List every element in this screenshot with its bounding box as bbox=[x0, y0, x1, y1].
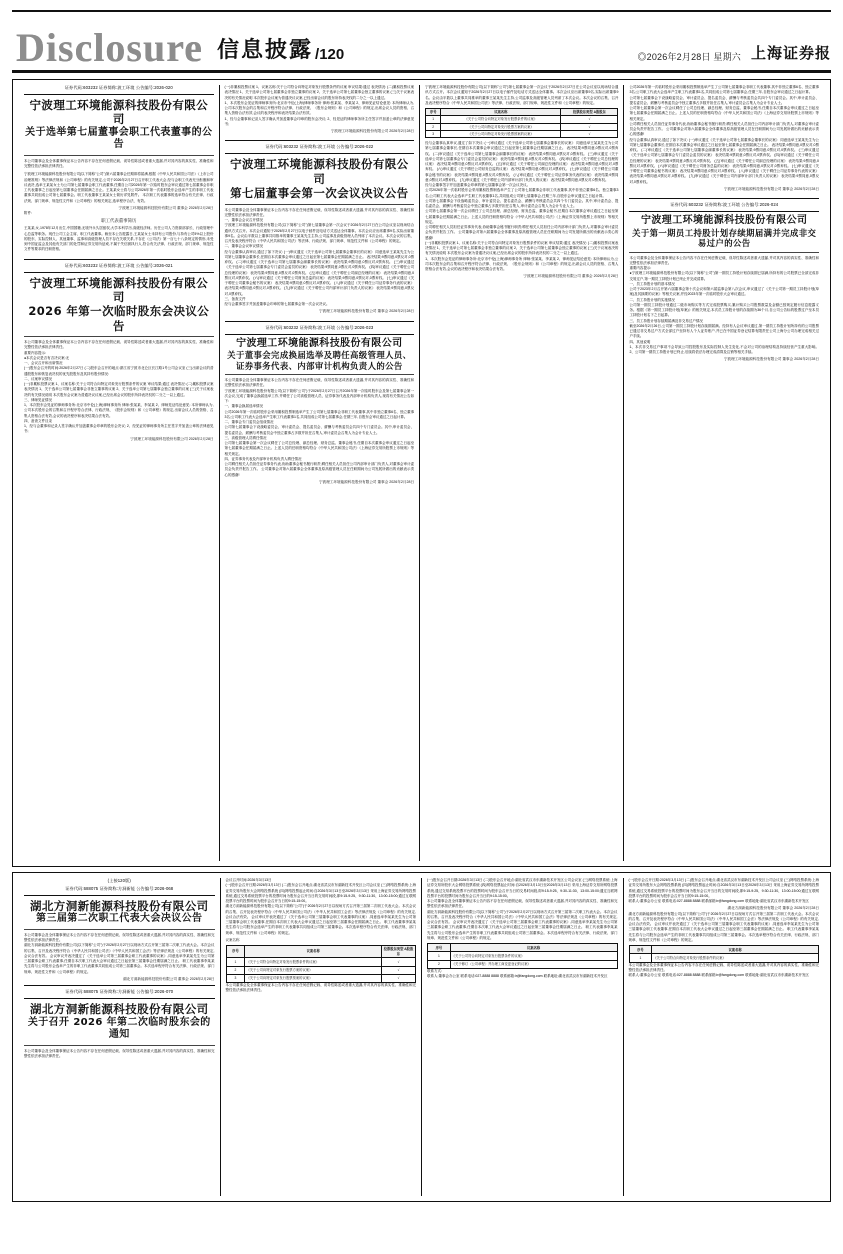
table-row bbox=[428, 952, 618, 960]
table-cell: √ bbox=[561, 130, 618, 137]
article-b4-signature: 湖北方洞新能源科技股份有限公司 董事会 2026年2月28日 bbox=[727, 906, 819, 911]
table-cell: 《关于公司符合向特定对象发行股票条件的议案》 bbox=[441, 116, 561, 123]
article-a4-s2-head: 二、董事会专门委员会组成情况 bbox=[224, 420, 274, 425]
table-header-cell: 序号 bbox=[428, 944, 451, 952]
article-a4-cont-s4: 公司聘任相关人员担任证券事务代表,协助董事会秘书履行职责;聘任相关人员担任公司内部审计部门负责人,对董事会审计委员会负责并报告工作。 公司董事会对第六届董事会全体董事及原高级管理人员在任职期间为公司发展所做出的贡献表示衷心的感谢! bbox=[425, 225, 619, 240]
article-a4-subtitle: 关于董事会完成换届选举及聘任高级管理人员、证券事务代表、内部审计机构负责人的公告 bbox=[227, 350, 412, 371]
masthead-page-number: /120 bbox=[315, 46, 345, 63]
article-a2-important: ●本次会议是否有否决议案:无 bbox=[24, 355, 70, 360]
article-a5-title: 宁波理工环境能源科技股份有限公司 bbox=[641, 215, 808, 227]
upper-article-board bbox=[12, 79, 831, 867]
article-a3-title: 宁波理工环境能源科技股份有限公司 bbox=[230, 157, 409, 186]
article-a3-cont-note: 宁波理工环境能源科技股份有限公司(以下简称"公司")第七届董事会第一次会议于2026年2月27日在公司会议室以现场结合通讯方式召开。本次会议通知于2026年2月27日以电子邮件及电话方式送达全体董事。本次会议应出席董事9名,实际出席董事9名。会议由半数以上董事共同推举的董事王某某先生主持,公司监事及高级管理人员列席了本次会议。本次会议的召集、召开及表决程序符合《中华人民共和国公司法》等法律、行政法规、部门规章、规范性文件和《公司章程》的规定。 bbox=[425, 85, 619, 105]
article-a3-cont-s2: 经与会董事认真审议,通过了如下决议: (一)审议通过《关于选举公司第七届董事会董事长的议案》 同意选举王某某先生为公司第七届董事会董事长,任期自本次董事会审议通过之日起至第七届董事会任期届满之日止。 表决结果:9票同意,0票反对,0票弃权。 (二)审议通过《关于选举公司第七届董事会副董事长的议案》 表决结果:9票同意,0票反对,0票弃权。 (三)审议通过《关于选举公司第七届董事会专门委员会委员的议案》 表决结果:9票同意,0票反对,0票弃权。 (四)审议通过《关于聘任公司总经理的议案》 表决结果:9票同意,0票反对,0票弃权。 (五)审议通过《关于聘任公司副总经理的议案》 表决结果:9票同意,0票反对,0票弃权。 (六)审议通过《关于聘任公司财务总监的议案》 表决结果:9票同意,0票反对,0票弃权。 (七)审议通过《关于聘任公司董事会秘书的议案》 表决结果:9票同意,0票反对,0票弃权。 (八)审议通过《关于聘任公司证券事务代表的议案》 表决结果:9票同意,0票反对,0票弃权。 (九)审议通过《关于聘任公司内部审计部门负责人的议案》 表决结果:9票同意,0票反对,0票弃权。 bbox=[425, 141, 619, 182]
article-a2-code: 证券代码:603232 证券简称:波工环境 公告编号:2026-021 bbox=[64, 262, 173, 268]
article-a3-s2-head: 二、董事会会议审议情况 bbox=[224, 244, 264, 249]
article-a3-cont2-s2: 经与会董事认真审议,通过了如下决议: (一)审议通过《关于选举公司第七届董事会董事长的议案》 同意选举王某某先生为公司第七届董事会董事长,任期自本次董事会审议通过之日起至第七届董事会任期届满之日止。 表决结果:9票同意,0票反对,0票弃权。 (二)审议通过《关于选举公司第七届董事会副董事长的议案》 表决结果:9票同意,0票反对,0票弃权。 (三)审议通过《关于选举公司第七届董事会专门委员会委员的议案》 表决结果:9票同意,0票反对,0票弃权。 (四)审议通过《关于聘任公司总经理的议案》 表决结果:9票同意,0票反对,0票弃权。 (五)审议通过《关于聘任公司副总经理的议案》 表决结果:9票同意,0票反对,0票弃权。 (六)审议通过《关于聘任公司财务总监的议案》 表决结果:9票同意,0票反对,0票弃权。 (七)审议通过《关于聘任公司董事会秘书的议案》 表决结果:9票同意,0票反对,0票弃权。 (八)审议通过《关于聘任公司证券事务代表的议案》 表决结果:9票同意,0票反对,0票弃权。 (九)审议通过《关于聘任公司内部审计部门负责人的议案》 表决结果:9票同意,0票反对,0票弃权。 bbox=[629, 137, 819, 184]
article-b4-contact-cont2: 联系人:董事会办公室 联系电话:027-8888 8888 联系邮箱:ir@fangdong.com 联系地址:湖北省武汉市东湖新技术开发区 bbox=[628, 973, 810, 978]
article-a2-cont-text-2: 1、本次股东会见证的律师事务所:北京市中伦(上海)律师事务所 律师:张某某、李某某 2、律师见证结论意见: 本所律师认为,公司本次股东会的召集和召开程序符合法律、行政法规、《股东会规则》和《公司章程》的规定,出席会议人员的资格、召集人资格合法有效,会议的表决程序和表决结果合法有效。 bbox=[224, 100, 415, 116]
article-b1-signature: 湖北方洞新能源科技股份有限公司 董事会 2026年2月28日 bbox=[123, 976, 215, 981]
article-a2-title: 宁波理工环境能源科技股份有限公司 bbox=[29, 275, 209, 304]
article-b2-note-cont: 本公司董事会及全体董事保证本公告内容不存在任何虚假记载、误导性陈述或者重大遗漏,并对其内容的真实性、准确性和完整性依法承担法律责任。 bbox=[225, 983, 416, 993]
article-b1-title: 湖北方洞新能源科技股份有限公司 bbox=[30, 899, 209, 913]
lower-column-2 bbox=[221, 878, 423, 1196]
article-a2-s3-head: 三、律师见证情况 bbox=[24, 397, 52, 402]
divider bbox=[225, 140, 415, 141]
table-cell: √ bbox=[381, 974, 415, 982]
masthead-date: ◎2026年2月28日 星期六 bbox=[637, 52, 741, 62]
proposal-table-tertiary bbox=[629, 945, 820, 963]
article-a4-s2-text: 公司第七届董事会下设战略委员会、审计委员会、提名委员会、薪酬与考核委员会共四个专门委员会。其中,审计委员会、提名委员会、薪酬与考核委员会中独立董事占多数并担任召集人,审计委员会召集人为会计专业人士。 bbox=[224, 425, 415, 435]
table-cell: 《关于修订〈公司章程〉并办理工商变更登记的议案》 bbox=[450, 960, 617, 968]
article-a2-s4-head: 四、备查文件目录 bbox=[24, 418, 52, 423]
article-b1-body-cont2: 湖北方洞新能源科技股份有限公司(以下简称"公司")于2026年2月27日以现场方式召开第三届第二次职工代表大会。本次会议的召集、召开及表决程序符合《中华人民共和国公司法》《中华人民共和国工会法》等法律法规及《公司章程》的有关规定,会议合法有效。 会议审议并表决通过了《关于选举公司第三届董事会职工代表董事的议案》,同意选举李某某先生为公司第三届董事会职工代表董事,任期自本次职工代表大会审议通过之日起至第三届董事会任期届满之日止。 职工代表董事李某某先生将与公司股东会选举产生的非职工代表董事共同组成公司第三届董事会。本次选举程序符合有关法律、行政法规、部门规章、规范性文件和《公司章程》的规定。 bbox=[427, 909, 618, 940]
article-a3-subtitle: 第七届董事会第一次会议决议公告 bbox=[230, 186, 409, 201]
masthead-paper-name: 上海证券报 bbox=[750, 44, 831, 62]
table-row bbox=[226, 958, 416, 966]
article-a4-cont2-s4: 公司聘任相关人员担任证券事务代表,协助董事会秘书履行职责;聘任相关人员担任公司内部审计部门负责人,对董事会审计委员会负责并报告工作。 公司董事会对第六届董事会全体董事及原高级管理人员在任职期间为公司发展所做出的贡献表示衷心的感谢! bbox=[629, 121, 819, 137]
article-a3-s2-text: 经与会董事认真审议,通过了如下决议: (一)审议通过《关于选举公司第七届董事会董事长的议案》 同意选举王某某先生为公司第七届董事会董事长,任期自本次董事会审议通过之日起至第七届董事会任期届满之日止。 表决结果:9票同意,0票反对,0票弃权。 (二)审议通过《关于选举公司第七届董事会副董事长的议案》 表决结果:9票同意,0票反对,0票弃权。 (三)审议通过《关于选举公司第七届董事会专门委员会委员的议案》 表决结果:9票同意,0票反对,0票弃权。 (四)审议通过《关于聘任公司总经理的议案》 表决结果:9票同意,0票反对,0票弃权。 (五)审议通过《关于聘任公司副总经理的议案》 表决结果:9票同意,0票反对,0票弃权。 (六)审议通过《关于聘任公司财务总监的议案》 表决结果:9票同意,0票反对,0票弃权。 (七)审议通过《关于聘任公司董事会秘书的议案》 表决结果:9票同意,0票反对,0票弃权。 (八)审议通过《关于聘任公司证券事务代表的议案》 表决结果:9票同意,0票反对,0票弃权。 (九)审议通过《关于聘任公司内部审计部门负责人的议案》 表决结果:9票同意,0票反对,0票弃权。 bbox=[224, 249, 415, 296]
divider bbox=[24, 1045, 215, 1046]
divider bbox=[629, 252, 819, 253]
table-header-cell: 投票股东类型 A股股东 bbox=[381, 945, 415, 958]
table-row bbox=[428, 960, 618, 968]
table-cell: √ bbox=[381, 958, 415, 966]
article-a4-cont2-signature: 宁波理工环境能源科技股份有限公司 董事会 2026年2月28日 bbox=[723, 186, 819, 191]
article-b2-note: 本公司董事会及全体董事保证本公告内容不存在任何虚假记载、误导性陈述或者重大遗漏,并对其内容的真实性、准确性和完整性依法承担法律责任。 bbox=[24, 1048, 215, 1058]
divider bbox=[629, 211, 819, 212]
article-a4-cont2-s1: 公司2026年第一次临时股东会采用累积投票制选举产生了公司第七届董事会非职工代表董事,其中非独立董事6名、独立董事3名;公司职工代表大会选举产生职工代表董事1名,共同组成公司第七届董事会,任期三年,自股东会审议通过之日起计算。 bbox=[629, 85, 819, 95]
article-b3-meeting-head: 会议召开时间:2026年3月13日 bbox=[225, 878, 272, 882]
divider bbox=[225, 153, 415, 154]
table-header-cell: 议案名称 bbox=[245, 945, 381, 958]
article-a5-subtitle: 关于第一期员工持股计划存续期届满并完成非交易过户的公告 bbox=[632, 227, 817, 249]
article-a4-s1-head: 一、董事会换届选举情况 bbox=[224, 404, 264, 409]
divider bbox=[225, 204, 415, 205]
article-b1-body-cont: 湖北方洞新能源科技股份有限公司(以下简称"公司")于2026年2月27日以现场方式召开第三届第二次职工代表大会。本次会议的召集、召开及表决程序符合《中华人民共和国公司法》《中华人民共和国工会法》等法律法规及《公司章程》的有关规定,会议合法有效。 会议审议并表决通过了《关于选举公司第三届董事会职工代表董事的议案》,同意选举李某某先生为公司第三届董事会职工代表董事,任期自本次职工代表大会审议通过之日起至第三届董事会任期届满之日止。 职工代表董事李某某先生将与公司股东会选举产生的非职工代表董事共同组成公司第三届董事会。本次选举程序符合有关法律、行政法规、部门规章、规范性文件和《公司章程》的规定。 bbox=[225, 904, 416, 935]
divider bbox=[629, 198, 819, 199]
article-b1-note-cont: 本公司董事会及全体董事保证本公告内容不存在任何虚假记载、误导性陈述或者重大遗漏,并对其内容的真实性、准确性和完整性依法承担法律责任。 bbox=[427, 899, 618, 909]
article-b1-subtitle: 第三届第二次职工代表大会决议公告 bbox=[36, 913, 203, 925]
table-header-cell: 议案名称 bbox=[450, 944, 617, 952]
article-b4-contact: 联系人:董事会办公室 联系电话:027-8888 8888 联系邮箱:ir@fangdong.com 联系地址:湖北省武汉市东湖新技术开发区 bbox=[427, 974, 608, 979]
article-a4-s3-text: 公司第七届董事会第一次会议聘任了公司总经理、副总经理、财务总监、董事会秘书,任期自本次董事会审议通过之日起至第七届董事会任期届满之日止。上述人员的任职资格均符合《中华人民共和国公司法》《上海证券交易所股票上市规则》等相关规定。 bbox=[224, 441, 415, 456]
article-b2-note-cont2: 本公司董事会及全体董事保证本公告内容不存在任何虚假记载、误导性陈述或者重大遗漏,并对其内容的真实性、准确性和完整性依法承担法律责任。 bbox=[628, 962, 819, 972]
article-a1-appendix-title: 附件: bbox=[24, 211, 32, 216]
article-a3-note: 本公司董事会及全体董事保证本公告内容不存在任何虚假记载、误导性陈述或者重大遗漏,并对其内容的真实性、准确性和完整性依法承担法律责任。 bbox=[224, 207, 415, 217]
article-a1-appendix: 王某某,女,1978年12月出生,中国国籍,无境外永久居留权,大学本科学历,高级经济师。历任公司人力资源部部长、行政管理中心总监等职务。现任公司工会主席、职工代表董事。截至本公告披露日,王某某女士未持有公司股份,与持有公司5%以上股份的股东、实际控制人、其他董事、监事和高级管理人员不存在关联关系,不存在《公司法》第一百七十八条规定的情形,未受到中国证监会及其他有关部门的处罚和证券交易所惩戒,不属于失信被执行人,符合有关法律、行政法规、部门规章、规范性文件等要求的任职资格。 bbox=[24, 226, 214, 252]
article-a4-s3-head: 三、高级管理人员聘任情况 bbox=[224, 435, 267, 440]
article-a4-code: 证券代码:603232 证券简称:波工环境 公告编号:2026-023 bbox=[265, 324, 374, 330]
continued-from-marker: (上接120版) bbox=[107, 878, 131, 883]
article-a1-subtitle: 关于选举第七届董事会职工代表董事的公告 bbox=[25, 126, 213, 151]
article-a3-s1-head: 一、董事会会议召开情况 bbox=[224, 218, 264, 223]
article-a2-note: 本公司董事会及全体董事保证本公告内容不存在任何虚假记载、误导性陈述或者重大遗漏,并对其内容的真实性、准确性和完整性依法承担法律责任。 bbox=[24, 340, 214, 350]
article-a2 bbox=[24, 259, 214, 442]
proposal-vote-table bbox=[226, 945, 417, 983]
article-b1-body-cont3: 湖北方洞新能源科技股份有限公司(以下简称"公司")于2026年2月27日以现场方式召开第三届第二次职工代表大会。本次会议的召集、召开及表决程序符合《中华人民共和国公司法》《中华人民共和国工会法》等法律法规及《公司章程》的有关规定,会议合法有效。 会议审议并表决通过了《关于选举公司第三届董事会职工代表董事的议案》,同意选举李某某先生为公司第三届董事会职工代表董事,任期自本次职工代表大会审议通过之日起至第三届董事会任期届满之日止。 职工代表董事李某某先生将与公司股东会选举产生的非职工代表董事共同组成公司第三届董事会。本次选举程序符合有关法律、行政法规、部门规章、规范性文件和《公司章程》的规定。 bbox=[628, 911, 819, 942]
article-a3-cont-s3: 经与会董事签字并加盖董事会印章的第七届董事会第一次会议决议。 bbox=[425, 183, 531, 188]
table-header-cell: 序号 bbox=[226, 945, 245, 958]
article-a5-s2-text: 公司第一期员工持股计划通过二级市场购买等方式完成股票购买,累计购买公司股票数量及金额已按规定履行信息披露义务。根据《第一期员工持股计划(草案)》的相关规定,本次员工持股计划的存续期为36个月,自公司公告标的股票过户至本员工持股计划名下之日起算。 bbox=[629, 302, 819, 318]
article-a2-cont-text: (一)非累积投票议案 1、议案名称:关于公司符合向特定对象发行股票条件的议案 审议结果:通过 表决情况: (二)累积投票议案表决情况 1、关于选举公司第七届董事会非独立董事的议案 2、关于选举公司第七届董事会独立董事的议案 (三)关于议案表决的有关情况说明 本次股东会议案为普通决议议案,已经出席会议的股东所持表决权的二分之一以上通过。 bbox=[224, 85, 415, 100]
article-a5-signature: 宁波理工环境能源科技股份有限公司 董事会 2026年2月28日 bbox=[723, 357, 819, 362]
article-a2-s4-text: 1、经与会董事和记录人签字确认并加盖董事会印章的股东会决议; 2、经见证的律师事务所主任签字并加盖公章的法律意见书; bbox=[24, 424, 214, 434]
article-a4-cont2-s2: 公司第七届董事会下设战略委员会、审计委员会、提名委员会、薪酬与考核委员会共四个专门委员会。其中,审计委员会、提名委员会、薪酬与考核委员会中独立董事占多数并担任召集人,审计委员会召集人为会计专业人士。 bbox=[629, 95, 819, 105]
divider bbox=[24, 985, 215, 986]
table-cell: 2 bbox=[428, 960, 451, 968]
article-a1-note: 本公司董事会及全体董事保证本公告内容不存在任何虚假记载、误导性陈述或者重大遗漏,并对其内容的真实性、准确性和完整性依法承担法律责任。 bbox=[24, 158, 214, 168]
article-a2-cont-signature: 宁波理工环境能源科技股份有限公司 2026年2月28日 bbox=[330, 129, 415, 133]
article-a1 bbox=[24, 85, 214, 253]
article-a4 bbox=[225, 321, 415, 486]
masthead-latin-brand: Disclosure bbox=[16, 25, 204, 70]
table-cell: √ bbox=[561, 116, 618, 123]
table-cell: 《关于公司向特定对象发行股票预案的议案》 bbox=[245, 974, 381, 982]
article-a3-s3-text: 经与会董事签字并加盖董事会印章的第七届董事会第一次会议决议。 bbox=[224, 302, 330, 307]
article-a5 bbox=[629, 198, 819, 363]
article-a3-code: 证券代码:603232 证券简称:波工环境 公告编号:2026-022 bbox=[265, 144, 374, 150]
table-cell: 《关于公司符合向特定对象发行股票条件的议案》 bbox=[450, 952, 617, 960]
table-cell: 2 bbox=[226, 966, 245, 974]
article-a3 bbox=[225, 140, 415, 314]
upper-columns bbox=[19, 85, 824, 861]
divider bbox=[225, 321, 415, 322]
article-a4-cont-s1: 公司2026年第一次临时股东会采用累积投票制选举产生了公司第七届董事会非职工代表董事,其中非独立董事6名、独立董事3名;公司职工代表大会选举产生职工代表董事1名,共同组成公司第七届董事会,任期三年,自股东会审议通过之日起计算。 bbox=[425, 188, 619, 198]
divider bbox=[225, 374, 415, 375]
article-a4-title: 宁波理工环境能源科技股份有限公司 bbox=[236, 337, 403, 349]
table-cell: √ bbox=[381, 966, 415, 974]
article-a5-s1-text: 公司于2023年2月召开第六届董事会第十次会议和第六届监事会第八次会议,审议通过了《关于公司第一期员工持股计划(草案)及其摘要的议案》等相关议案,并经2023年第一次临时股东大会审议通过。 bbox=[629, 287, 819, 297]
table-cell: √ bbox=[561, 123, 618, 130]
article-a3-s3-head: 三、备查文件 bbox=[224, 296, 246, 301]
article-b3-meeting-info-cont: (一)股东会召开日期:2026年3月13日 (二)股东会召开地点:湖北省武汉市东湖新技术开发区公司会议室 (三)网络投票系统:上海证券交易所股东大会网络投票系统 (四)网络投票起止时间:自2026年3月13日至2026年3月13日 采用上海证券交易所网络投票系统,通过交易系统投票平台的投票时间为股东会召开当日的交易时间段,即9:15-9:25、9:30-11:30、13:00-15:00;通过互联网投票平台的投票时间为股东会召开当日的9:15-15:00。 bbox=[427, 878, 618, 898]
article-a3-continued bbox=[425, 85, 618, 280]
article-a2-continued bbox=[225, 85, 415, 134]
article-b3-meeting-info-cont2: (一)股东会召开日期:2026年3月13日 (二)股东会召开地点:湖北省武汉市东湖新技术开发区公司会议室 (三)网络投票系统:上海证券交易所股东大会网络投票系统 (四)网络投票起止时间:自2026年3月13日至2026年3月13日 采用上海证券交易所网络投票系统,通过交易系统投票平台的投票时间为股东会召开当日的交易时间段,即9:15-9:25、9:30-11:30、13:00-15:00;通过互联网投票平台的投票时间为股东会召开当日的9:15-15:00。 bbox=[628, 878, 819, 898]
masthead-top-rule bbox=[12, 10, 831, 12]
article-a5-note: 本公司董事会及全体董事保证本公告内容不存在任何虚假记载、误导性陈述或者重大遗漏,并对其内容的真实性、准确性和完整性依法承担法律责任。 bbox=[629, 255, 819, 265]
table-cell: 《关于公司向特定对象发行股票方案的议案》 bbox=[245, 966, 381, 974]
article-a2-subtitle: 2026 年第一次临时股东会决议公告 bbox=[28, 304, 210, 333]
article-a5-important: ●宁波理工环境能源科技股份有限公司(以下简称"公司")第一期员工持股计划存续期已届满,所持有的公司股票已全部完成非交易过户,第一期员工持股计划已终止并完成清算。 bbox=[629, 271, 819, 281]
article-b4-contact-cont: 联系人:董事会办公室 联系电话:027-8888 8888 联系邮箱:ir@fangdong.com 联系地址:湖北省武汉市东湖新技术开发区 bbox=[628, 899, 810, 903]
article-b3-meeting-info: (一)股东会召开日期:2026年3月13日 (二)股东会召开地点:湖北省武汉市东湖新技术开发区公司会议室 (三)网络投票系统:上海证券交易所股东大会网络投票系统 (四)网络投票起止时间:自2026年3月13日至2026年3月13日 采用上海证券交易所网络投票系统,通过交易系统投票平台的投票时间为股东会召开当日的交易时间段,即9:15-9:25、9:30-11:30、13:00-15:00;通过互联网投票平台的投票时间为股东会召开当日的9:15-15:00。 bbox=[225, 883, 416, 903]
column-1 bbox=[19, 85, 220, 861]
table-cell: 1 bbox=[428, 952, 451, 960]
table-row bbox=[426, 116, 618, 123]
table-row bbox=[629, 954, 819, 962]
divider bbox=[225, 334, 415, 335]
table-row bbox=[426, 123, 618, 130]
divider bbox=[24, 895, 215, 896]
article-a4-signature: 宁波理工环境能源科技股份有限公司 董事会 2026年2月28日 bbox=[319, 479, 415, 484]
lower-column-1 bbox=[19, 878, 221, 1196]
table-header-cell: 序号 bbox=[629, 946, 652, 954]
masthead-right bbox=[637, 42, 831, 63]
proposal-table-caption: 议案名称 bbox=[225, 937, 240, 942]
article-b1-body: 湖北方洞新能源科技股份有限公司(以下简称"公司")于2026年2月27日以现场方式召开第三届第二次职工代表大会。本次会议的召集、召开及表决程序符合《中华人民共和国公司法》《中华人民共和国工会法》等法律法规及《公司章程》的有关规定,会议合法有效。 会议审议并表决通过了《关于选举公司第三届董事会职工代表董事的议案》,同意选举李某某先生为公司第三届董事会职工代表董事,任期自本次职工代表大会审议通过之日起至第三届董事会任期届满之日止。 职工代表董事李某某先生将与公司股东会选举产生的非职工代表董事共同组成公司第三届董事会。本次选举程序符合有关法律、行政法规、部门规章、规范性文件和《公司章程》的规定。 bbox=[24, 943, 215, 974]
article-a5-s4-text: 1、本次非交易过户事项不会导致公司控股股东及实际控制人发生变化,不会对公司的治理结构及持续经营产生重大影响。 2、公司第一期员工持股计划已终止,后续将依法办理完成清算及注销等相关手续。 bbox=[629, 344, 819, 355]
article-a4-s4-text: 公司聘任相关人员担任证券事务代表,协助董事会秘书履行职责;聘任相关人员担任公司内部审计部门负责人,对董事会审计委员会负责并报告工作。 公司董事会对第六届董事会全体董事及原高级管理人员在任职期间为公司发展所做出的贡献表示衷心的感谢! bbox=[224, 462, 415, 477]
article-a2-cont-s3b: 1、本次股东会见证的律师事务所:北京市中伦(上海)律师事务所 律师:张某某、李某某 2、律师见证结论意见: 本所律师认为,公司本次股东会的召集和召开程序符合法律、行政法规、《股东会规则》和《公司章程》的规定,出席会议人员的资格、召集人资格合法有效,会议的表决程序和表决结果合法有效。 bbox=[425, 256, 619, 272]
table-cell: 3 bbox=[426, 130, 441, 137]
divider bbox=[24, 336, 214, 337]
article-a1-appendix-head: 职工代表董事简历 bbox=[101, 218, 137, 224]
table-header-cell: 议案名称 bbox=[652, 946, 819, 954]
column-3 bbox=[420, 85, 624, 861]
lower-article-board bbox=[12, 872, 831, 1202]
table-row bbox=[226, 974, 416, 982]
article-a5-s2-head: 二、员工持股计划的实施情况 bbox=[629, 297, 675, 302]
article-a5-important-head: 重要内容提示: bbox=[629, 266, 652, 271]
table-cell: 《关于公司符合向特定对象发行股票条件的议案》 bbox=[245, 958, 381, 966]
article-b2-code: 证券代码:688075 证券简称:方洞新能 公告编号:2026-070 bbox=[65, 989, 174, 995]
article-b2-subtitle: 关于召开 2026 年第二次临时股东会的通知 bbox=[27, 1016, 211, 1041]
article-a4-cont2-s3: 公司第七届董事会第一次会议聘任了公司总经理、副总经理、财务总监、董事会秘书,任期自本次董事会审议通过之日起至第七届董事会任期届满之日止。上述人员的任职资格均符合《中华人民共和国公司法》《上海证券交易所股票上市规则》等相关规定。 bbox=[629, 106, 819, 121]
article-a1-signature: 宁波理工环境能源科技股份有限公司 董事会 2026年2月28日 bbox=[118, 205, 214, 210]
table-cell: 1 bbox=[226, 958, 245, 966]
table-row bbox=[426, 130, 618, 137]
shareholder-table bbox=[425, 108, 618, 138]
article-a4-continued bbox=[629, 85, 819, 192]
article-a5-s4-head: 四、其他说明 bbox=[629, 339, 651, 344]
article-a2-s1-text: (一)股东会召开的时间:2026年2月27日 (二)股东会召开的地点:浙江省宁波市北仑区长江路1号公司会议室 (三)出席会议的普通股股东和恢复表决权的优先股股东及其持有股份情况: bbox=[24, 366, 214, 376]
column-4 bbox=[624, 85, 824, 861]
table-header-cell: 议案名称 bbox=[441, 109, 561, 116]
masthead bbox=[12, 10, 831, 73]
table-cell: 1 bbox=[629, 954, 652, 962]
article-b1-code: 证券代码:688075 证券简称:方洞新能 公告编号:2026-068 bbox=[65, 886, 174, 891]
table-cell: 《关于公司向特定对象发行股票方案的议案》 bbox=[441, 123, 561, 130]
divider bbox=[24, 94, 214, 95]
article-b4-contact-head: 联系方式: bbox=[427, 968, 442, 973]
article-a2-s3-text: 1、本次股东会见证的律师事务所:北京市中伦(上海)律师事务所 律师:张某某、李某某 2、律师见证结论意见: 本所律师认为,公司本次股东会的召集和召开程序符合法律、行政法规、《股东会规则》和《公司章程》的规定,出席会议人员的资格、召集人资格合法有效,会议的表决程序和表决结果合法有效。 bbox=[24, 403, 214, 418]
article-a4-body: 宁波理工环境能源科技股份有限公司(以下简称"公司")于2026年2月27日召开2026年第一次临时股东会及第七届董事会第一次会议,完成了董事会换届选举工作,并聘任了公司高级管理人员、证券事务代表及内部审计机构负责人,现将有关情况公告如下: bbox=[224, 388, 415, 404]
article-a3-s1-text: 宁波理工环境能源科技股份有限公司(以下简称"公司")第七届董事会第一次会议于2026年2月27日在公司会议室以现场结合通讯方式召开。本次会议通知于2026年2月27日以电子邮件及电话方式送达全体董事。本次会议应出席董事9名,实际出席董事9名。会议由半数以上董事共同推举的董事王某某先生主持,公司监事及高级管理人员列席了本次会议。本次会议的召集、召开及表决程序符合《中华人民共和国公司法》等法律、行政法规、部门规章、规范性文件和《公司章程》的规定。 bbox=[224, 223, 415, 244]
article-a4-s1-text: 公司2026年第一次临时股东会采用累积投票制选举产生了公司第七届董事会非职工代表董事,其中非独立董事6名、独立董事3名;公司职工代表大会选举产生职工代表董事1名,共同组成公司第七届董事会,任期三年,自股东会审议通过之日起计算。 bbox=[224, 409, 415, 419]
article-a5-code: 证券代码:603232 证券简称:波工环境 公告编号:2026-024 bbox=[670, 202, 779, 208]
lower-columns bbox=[19, 878, 824, 1196]
table-cell: 2 bbox=[426, 123, 441, 130]
table-cell: 3 bbox=[226, 974, 245, 982]
masthead-cn-brand: 信息披露 bbox=[217, 38, 314, 63]
article-a2-cont-s2b: (一)非累积投票议案 1、议案名称:关于公司符合向特定对象发行股票条件的议案 审议结果:通过 表决情况: (二)累积投票议案表决情况 1、关于选举公司第七届董事会非独立董事的议案 2、关于选举公司第七届董事会独立董事的议案 (三)关于议案表决的有关情况说明 本次股东会议案为普通决议议案,已经出席会议的股东所持表决权的二分之一以上通过。 bbox=[425, 240, 619, 256]
lower-column-4 bbox=[624, 878, 825, 1196]
article-a5-s1-head: 一、员工持股计划的基本情况 bbox=[629, 281, 675, 286]
divider bbox=[24, 259, 214, 260]
article-a2-s2-head: 二、议案审议情况 bbox=[24, 376, 52, 381]
article-a4-cont-s2: 公司第七届董事会下设战略委员会、审计委员会、提名委员会、薪酬与考核委员会共四个专门委员会。其中,审计委员会、提名委员会、薪酬与考核委员会中独立董事占多数并担任召集人,审计委员会召集人为会计专业人士。 bbox=[425, 198, 619, 209]
article-a5-s3-head: 三、员工持股计划存续期届满及非交易过户情况 bbox=[629, 318, 703, 323]
article-a5-s3-text: 截至2026年2月26日,公司第一期员工持股计划存续期届满。经持有人会议审议通过,第一期员工持股计划所持有的公司股票已通过非交易过户方式全部过户至持有人个人证券账户,并已在中国证券登记结算有限责任公司上海分公司办理完成相关过户手续。 bbox=[629, 323, 819, 339]
article-a2-s2-text: (一)非累积投票议案 1、议案名称:关于公司符合向特定对象发行股票条件的议案 审议结果:通过 表决情况: (二)累积投票议案表决情况 1、关于选举公司第七届董事会非独立董事的议案 2、关于选举公司第七届董事会独立董事的议案 (三)关于议案表决的有关情况说明 本次股东会议案为普通决议议案,已经出席会议的股东所持表决权的二分之一以上通过。 bbox=[24, 382, 214, 397]
table-header-cell: 序号 bbox=[426, 109, 441, 116]
article-a1-code: 证券代码:603232 证券简称:波工环境 公告编号:2026-020 bbox=[64, 85, 173, 90]
divider bbox=[24, 929, 215, 930]
table-cell: 《关于公司符合向特定对象发行股票条件的议案》 bbox=[652, 954, 819, 962]
article-a2-signature: 宁波理工环境能源科技股份有限公司 2026年2月28日 bbox=[130, 436, 214, 441]
divider bbox=[24, 272, 214, 273]
article-a4-s4-head: 四、证券事务代表及内部审计机构负责人聘任情况 bbox=[224, 456, 302, 461]
article-b1-note: 本公司董事会及全体董事保证本公告内容不存在任何虚假记载、误导性陈述或者重大遗漏,并对其内容的真实性、准确性和完整性依法承担法律责任。 bbox=[24, 932, 215, 943]
article-a3-cont-signature: 宁波理工环境能源科技股份有限公司 董事会 2026年2月28日 bbox=[523, 274, 619, 279]
divider bbox=[24, 155, 214, 156]
column-2 bbox=[220, 85, 421, 861]
article-a4-cont-s3: 公司第七届董事会第一次会议聘任了公司总经理、副总经理、财务总监、董事会秘书,任期自本次董事会审议通过之日起至第七届董事会任期届满之日止。上述人员的任职资格均符合《中华人民共和国公司法》《上海证券交易所股票上市规则》等相关规定。 bbox=[425, 209, 619, 224]
article-a1-body: 宁波理工环境能源科技股份有限公司(以下简称"公司")第六届董事会任期即将届满,根据《中华人民共和国公司法》《上市公司治理准则》等法律法规和《公司章程》的有关规定,公司于2026年2月27日召开职工代表大会,经与会职工代表充分酝酿和审议表决,选举王某某女士为公司第七届董事会职工代表董事,任期自公司2026年第一次临时股东会审议通过第七届董事会非职工代表董事之日起至第七届董事会任期届满之日止。王某某女士将与公司2026年第一次临时股东会选举产生的非职工代表董事共同组成公司第七届董事会。职工代表董事王某某女士简历详见附件。 本次职工代表董事的选举符合有关法律、行政法规、部门规章、规范性文件和《公司章程》的相关规定,选举程序合法、有效。 bbox=[24, 172, 214, 203]
article-a2-important-head: 重要内容提示: bbox=[24, 350, 46, 355]
article-a2-s1-head: 一、会议召开和出席情况 bbox=[24, 361, 63, 366]
table-header-cell: 投票股东类型 A股股东 bbox=[561, 109, 618, 116]
proposal-table-secondary bbox=[427, 943, 618, 969]
table-cell: 1 bbox=[426, 116, 441, 123]
article-b2-title: 湖北方洞新能源科技股份有限公司 bbox=[30, 1002, 209, 1017]
article-a3-signature: 宁波理工环境能源科技股份有限公司 董事会 2026年2月28日 bbox=[319, 309, 415, 314]
article-a2-cont-text-3: 1、经与会董事和记录人签字确认并加盖董事会印章的股东会决议; 2、经见证的律师事务所主任签字并加盖公章的法律意见书; bbox=[224, 116, 415, 126]
table-cell: 《关于公司向特定对象发行股票预案的议案》 bbox=[441, 130, 561, 137]
table-row bbox=[226, 966, 416, 974]
divider bbox=[24, 998, 215, 999]
article-a1-title: 宁波理工环境能源科技股份有限公司 bbox=[29, 98, 209, 127]
lower-column-3 bbox=[422, 878, 624, 1196]
article-a4-note: 本公司董事会及全体董事保证本公告内容不存在任何虚假记载、误导性陈述或者重大遗漏,并对其内容的真实性、准确性和完整性依法承担法律责任。 bbox=[224, 378, 415, 388]
